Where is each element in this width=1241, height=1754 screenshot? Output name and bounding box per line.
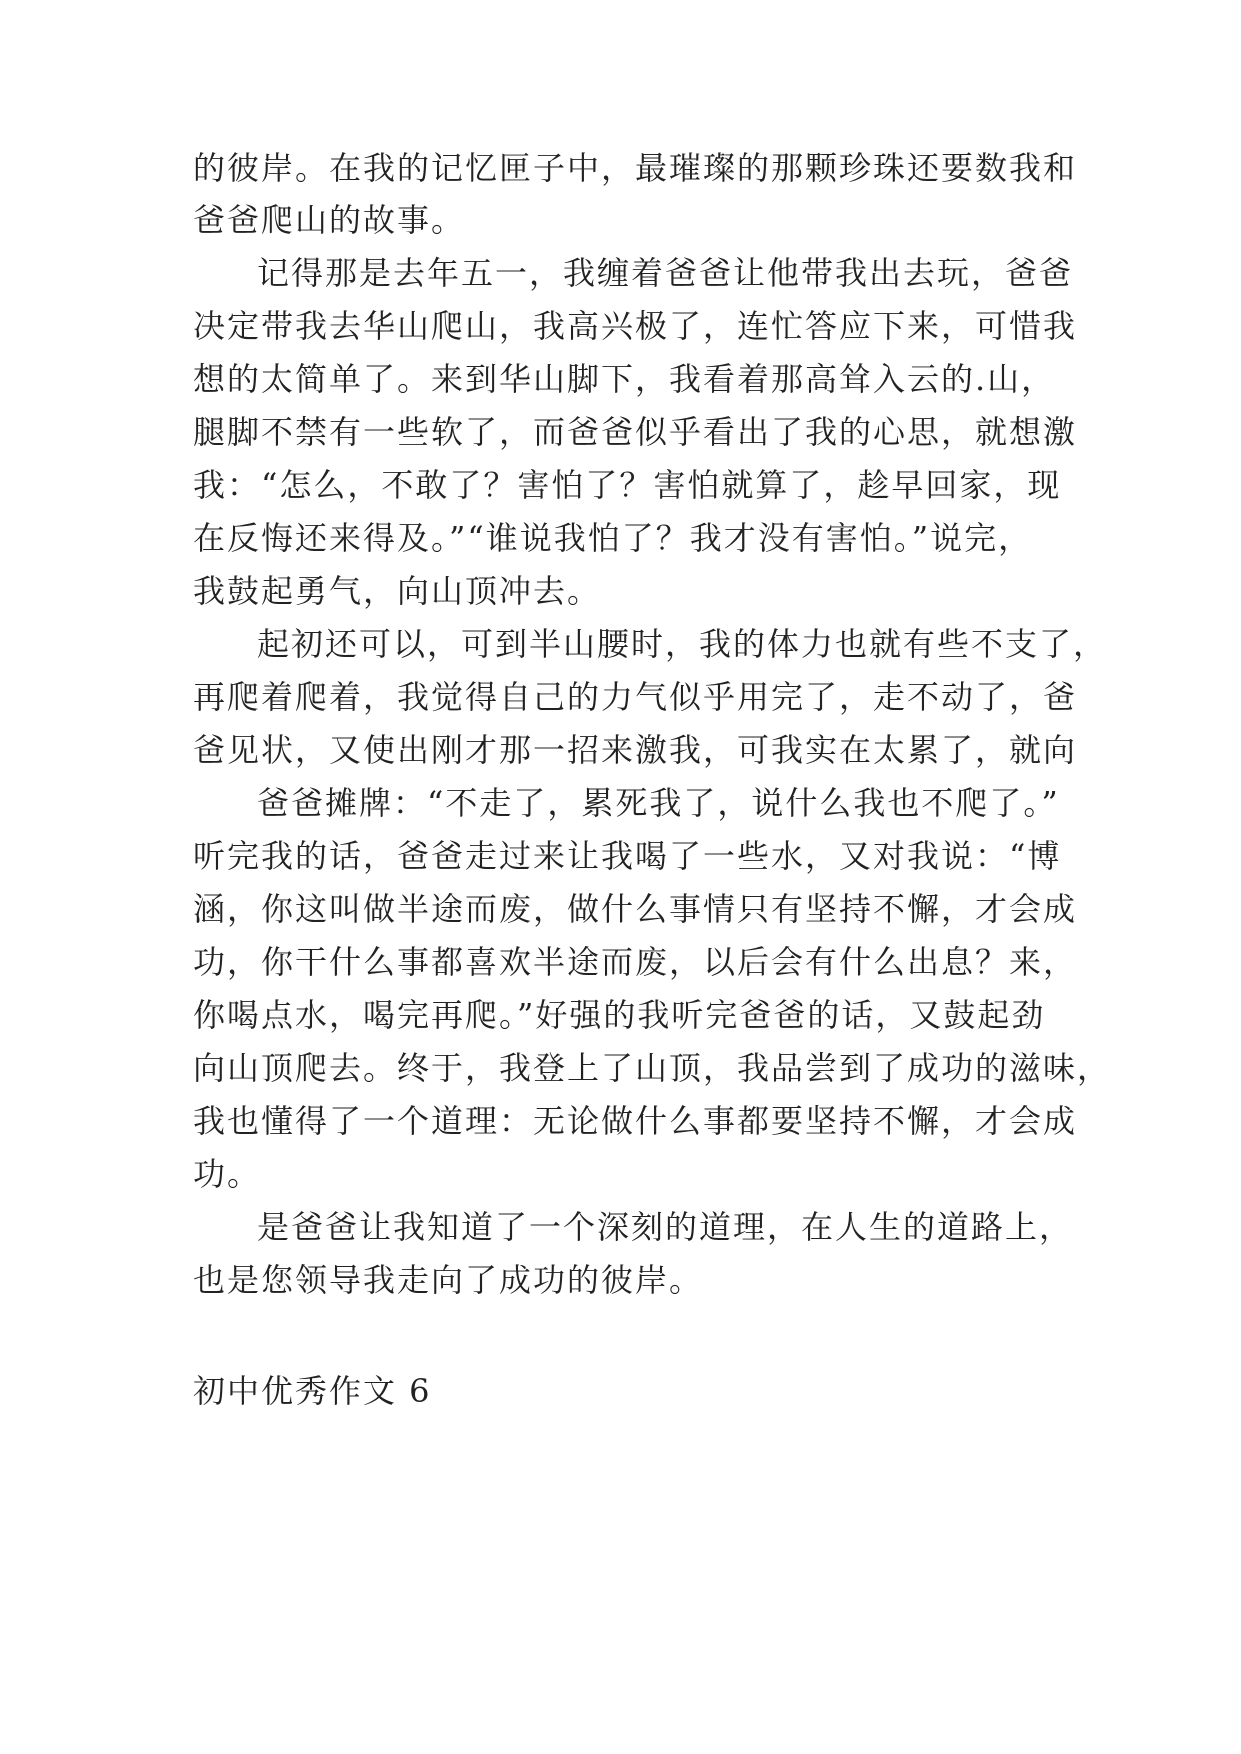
text-line: 是爸爸让我知道了一个深刻的道理，在人生的道路上， — [257, 1208, 1074, 1246]
text-line: 功，你干什么事都喜欢半途而废，以后会有什么出息？来， — [193, 943, 1078, 981]
text-line: 再爬着爬着，我觉得自己的力气似乎用完了，走不动了，爸 — [193, 678, 1078, 716]
text-line: 也是您领导我走向了成功的彼岸。 — [193, 1261, 704, 1299]
text-line: 的彼岸。在我的记忆匣子中，最璀璨的那颗珍珠还要数我和 — [193, 149, 1078, 187]
text-line: 爸见状，又使出刚才那一招来激我，可我实在太累了，就向 — [193, 731, 1078, 769]
text-line: 听完我的话，爸爸走过来让我喝了一些水，又对我说：“博 — [193, 837, 1062, 875]
text-line: 功。 — [193, 1155, 262, 1193]
text-line: 我鼓起勇气，向山顶冲去。 — [193, 572, 602, 610]
section-heading: 初中优秀作文 6 — [193, 1372, 432, 1410]
text-line: 起初还可以，可到半山腰时，我的体力也就有些不支了， — [257, 625, 1108, 663]
text-line: 向山顶爬去。终于，我登上了山顶，我品尝到了成功的滋味， — [193, 1049, 1112, 1087]
text-line: 想的太简单了。来到华山脚下，我看着那高耸入云的.山， — [193, 360, 1056, 398]
text-line: 记得那是去年五一，我缠着爸爸让他带我出去玩，爸爸 — [257, 254, 1074, 292]
text-line: 爸爸爬山的故事。 — [193, 201, 466, 239]
text-line: 决定带我去华山爬山，我高兴极了，连忙答应下来，可惜我 — [193, 307, 1078, 345]
text-line: 在反悔还来得及。”“谁说我怕了？我才没有害怕。”说完， — [193, 519, 1033, 557]
text-line: 涵，你这叫做半途而废，做什么事情只有坚持不懈，才会成 — [193, 890, 1078, 928]
text-line: 我也懂得了一个道理：无论做什么事都要坚持不懈，才会成 — [193, 1102, 1078, 1140]
text-line: 爸爸摊牌：“不走了，累死我了，说什么我也不爬了。” — [257, 784, 1060, 822]
text-line: 你喝点水，喝完再爬。”好强的我听完爸爸的话，又鼓起劲 — [193, 996, 1046, 1034]
text-line: 腿脚不禁有一些软了，而爸爸似乎看出了我的心思，就想激 — [193, 413, 1078, 451]
text-line: 我：“怎么，不敢了？害怕了？害怕就算了，趁早回家，现 — [193, 466, 1062, 504]
